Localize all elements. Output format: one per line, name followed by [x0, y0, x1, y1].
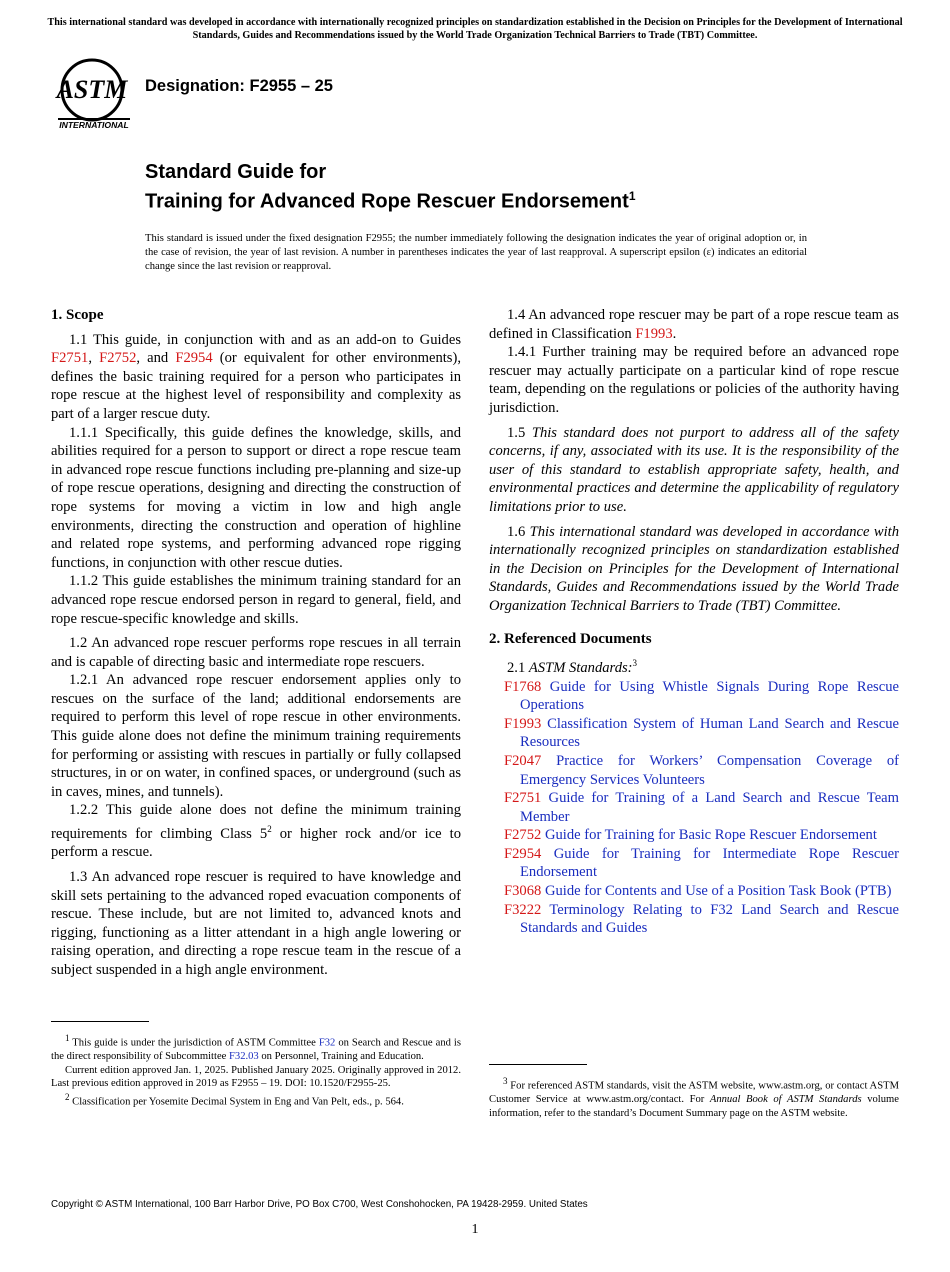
copyright-notice: Copyright © ASTM International, 100 Barr Harbor Drive, PO Box C700, West Conshohocken, PA 19428-2959. United States — [51, 1199, 588, 1210]
ref-code: F3222 — [504, 901, 542, 918]
ref-code: F2047 — [504, 752, 542, 769]
designation: Designation: F2955 – 25 — [145, 77, 333, 95]
logo-mark-text: ASTM — [56, 75, 128, 104]
para-1-6: 1.6 This international standard was developed in accordance with internationally recognized principles on standardization established in the Decision on Principles for the Development of International Standards, Guides and Recommendations issued by the World Trade Organization Technical Barriers to Trade (TBT) Committee. — [489, 523, 900, 614]
ref-title: Classification System of Human Land Search and Rescue Resources — [520, 715, 899, 751]
list-item[interactable] — [489, 826, 899, 845]
referenced-standards-list — [489, 678, 899, 938]
para-1-2: 1.2 An advanced rope rescuer performs rope rescues in all terrain and is capable of directing basic and intermediate rope rescuers. — [51, 635, 461, 670]
para-1-3: 1.3 An advanced rope rescuer is required to have knowledge and skill sets pertaining to the advanced roped evacuation components of rescue. These include, but are not limited to, advanced knots and rigging, functioning as a litter attendant in a high angle lowering or raising operation, and directing a rope rescue team in the rescue of a subject suspended in a high angle environment. — [51, 869, 461, 979]
list-item[interactable] — [489, 789, 899, 826]
issuance-note: This standard is issued under the fixed designation F2955; the number immediately following the designation indicates the year of original adoption or, in the case of revision, the year of last revision. A number in parentheses indicates the year of last reapproval. A superscript epsilon (ε) indicates an editorial change since the last revision or reapproval. — [145, 233, 807, 272]
ref-code: F3068 — [504, 883, 542, 900]
header-banner: This international standard was developed in accordance with internationally recognized principles on standardization established in the Decision on Principles for the Development of International Standards, Guides and Recommendations issued by the World Trade Organization Technical Barriers to Trade (TBT) Committee. — [47, 17, 903, 41]
para-1-1: 1.1 This guide, in conjunction with and as an add-on to Guides F2751, F2752, and F2954 (or equivalent for other environments), defines the basic training required for a person who participates in rope rescue at the highest level of responsibility and complexity as part of a larger rescue duty. — [51, 331, 461, 422]
para-1-1-1: 1.1.1 Specifically, this guide defines the knowledge, skills, and abilities required for a person to support or direct a rope rescue team in advanced rope rescue functions including pre-planning and size-up of rope rescue operations, designing and directing the construction of rope systems for moving a victim in low and high angle environments, directing the construction and operation of highline and related rope systems, and performing advanced rope rigging functions, in conjunction with other rescue duties. — [51, 424, 461, 571]
ref-title: Guide for Training of a Land Search and Rescue Team Member — [520, 790, 900, 825]
footnote-2: $^2$ Classification per Yosemite Decimal System in Eng and Van Pelt, eds., p. 564. — [65, 1091, 404, 1108]
title-line-1: Standard Guide for — [145, 161, 327, 183]
para-1-2-1: 1.2.1 An advanced rope rescuer endorsement applies only to rescues on the surface of the land; additional endorsements are required to perform this level of rope rescue in other environments. This guide alone does not define the minimum training requirements for performing or assisting with rescues in partially or fully collapsed structures, in or on water, in confined spaces, or underground (such as in caves, mines, and tunnels). — [51, 672, 461, 800]
link-f2954[interactable]: F2954 — [175, 350, 213, 367]
ref-title: Practice for Workers’ Compensation Coverage of Emergency Services Volunteers — [520, 752, 899, 788]
link-committee-f32[interactable]: F32 — [318, 1037, 336, 1049]
footnote-3: $^3$ For referenced ASTM standards, visit the ASTM website, www.astm.org, or contact ASTM Customer Service at www.astm.org/contact. For Annual Book of ASTM Standards volume information, refer to the standard’s Document Summary page on the ASTM website. — [489, 1076, 899, 1119]
list-item[interactable] — [489, 845, 899, 882]
para-2-1: 2.1 ASTM Standards:$^3$ — [507, 658, 638, 676]
ref-code: F1993 — [504, 715, 542, 732]
footnote-mark-2[interactable]: 2 — [267, 824, 272, 835]
document-title — [145, 160, 636, 214]
list-item[interactable] — [489, 901, 899, 938]
ref-title: Guide for Using Whistle Signals During Rope Rescue Operations — [520, 678, 899, 714]
list-item[interactable] — [489, 752, 899, 789]
para-1-4: 1.4 An advanced rope rescuer may be part of a rope rescue team as defined in Classification F1993. — [489, 307, 899, 342]
page-number: 1 — [471, 1222, 479, 1237]
ref-title: Guide for Training for Basic Rope Rescuer Endorsement — [544, 827, 877, 844]
ref-title: Guide for Contents and Use of a Position Task Book (PTB) — [544, 883, 892, 900]
footnotes-right — [489, 1075, 899, 1120]
section-heading-referenced-documents: 2. Referenced Documents — [489, 630, 652, 647]
link-subcommittee-f32-03[interactable]: F32.03 — [229, 1051, 259, 1063]
footnote-1-edition: Current edition approved Jan. 1, 2025. Published January 2025. Originally approved in 2012. Last previous edition approved in 2019 as F2955 – 19. DOI: 10.1520/F2955-25. — [51, 1064, 461, 1090]
ref-title: Guide for Training for Intermediate Rope Rescuer Endorsement — [520, 845, 900, 881]
footnote-divider-left — [51, 1021, 149, 1022]
logo-wordmark: INTERNATIONAL — [59, 120, 129, 130]
para-1-2-2: 1.2.2 This guide alone does not define the minimum training requirements for climbing Class $5^2$ or higher rock and/or ice to perform a rescue. — [51, 802, 461, 861]
footnote-divider-right — [489, 1064, 587, 1065]
ref-code: F2752 — [504, 827, 542, 844]
title-line-2: Training for Advanced Rope Rescuer Endorsement$^1$ — [145, 189, 636, 213]
ref-title: Terminology Relating to F32 Land Search and Rescue Standards and Guides — [520, 901, 899, 937]
link-f2752[interactable]: F2752 — [99, 350, 137, 367]
left-column — [51, 306, 461, 980]
right-column — [489, 306, 899, 938]
list-item[interactable] — [489, 882, 899, 901]
list-item[interactable] — [489, 678, 899, 715]
footnote-mark-3[interactable]: 3 — [632, 658, 638, 669]
list-item[interactable] — [489, 715, 899, 752]
ref-code: F2954 — [504, 845, 542, 862]
link-f2751[interactable]: F2751 — [51, 350, 89, 367]
ref-code: F2751 — [504, 790, 542, 807]
astm-logo — [54, 58, 134, 130]
link-f1993[interactable]: F1993 — [635, 325, 673, 342]
para-1-1-2: 1.1.2 This guide establishes the minimum training standard for an advanced rope rescue endorsed person in regard to general, field, and rope rescue-specific knowledge and skills. — [51, 573, 461, 627]
para-1-5: 1.5 This standard does not purport to address all of the safety concerns, if any, associated with its use. It is the responsibility of the user of this standard to establish appropriate safety, health, and environmental practices and determine the applicability of regulatory limitations prior to use. — [489, 424, 899, 515]
section-heading-scope: 1. Scope — [51, 307, 104, 323]
footnotes-left — [51, 1032, 461, 1109]
title-footnote-mark[interactable]: 1 — [628, 189, 636, 203]
ref-code: F1768 — [504, 678, 542, 695]
para-1-4-1: 1.4.1 Further training may be required before an advanced rope rescuer may actually participate on a particular kind of rope rescue team, depending on the regulations or policies of the authority having jurisdiction. — [489, 344, 899, 416]
footnote-1: $^1$ This guide is under the jurisdiction of ASTM Committee F32 on Search and Rescue and is the direct responsibility of Subcommittee F32.03 on Personnel, Training and Education. — [51, 1033, 461, 1063]
